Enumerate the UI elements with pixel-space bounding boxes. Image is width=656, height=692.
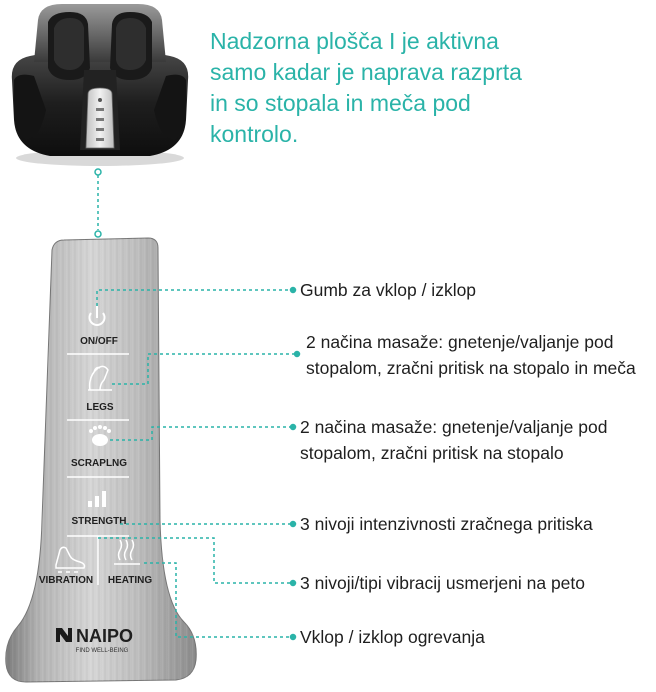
scrapling-label: SCRAPLNG [70, 458, 128, 469]
brand-name: NAIPO [76, 626, 134, 646]
callout-legs-line-1: 2 načina masaže: gnetenje/valjanje pod [306, 332, 614, 352]
callout-feet-line-2: stopalom, zračni pritisk na stopalo [300, 443, 564, 463]
callout-heating-line-1: Vklop / izklop ogrevanja [300, 627, 485, 647]
title-line-1: Nadzorna plošča I je aktivna [210, 28, 499, 54]
onoff-label: ON/OFF [80, 336, 118, 347]
title-line-4: kontrolo. [210, 121, 299, 147]
callout-heating [300, 624, 485, 650]
heating-label: HEATING [107, 575, 153, 586]
callout-vibration-line-1: 3 nivoji/tipi vibracij usmerjeni na peto [300, 573, 585, 593]
callout-feet [300, 414, 607, 466]
callout-power-line-1: Gumb za vklop / izklop [300, 280, 477, 300]
device-panel-connector [95, 169, 101, 237]
vibration-label: VIBRATION [38, 575, 94, 586]
title-line-2: samo kadar je naprava razprta [210, 59, 522, 85]
callout-legs [306, 329, 636, 381]
brand-tagline: FIND WELL-BEING [75, 648, 129, 654]
callout-feet-line-1: 2 načina masaže: gnetenje/valjanje pod [300, 417, 608, 437]
callout-power [300, 277, 476, 303]
massager-device-image [12, 4, 188, 166]
legs-label: LEGS [86, 402, 114, 413]
callout-vibration [300, 570, 585, 596]
strength-label: STRENGTH [71, 516, 127, 527]
callout-legs-line-2: stopalom, zračni pritisk na stopalo in meča [306, 358, 636, 378]
callout-strength [300, 511, 593, 537]
title-line-3: in so stopala in meča pod [210, 90, 471, 116]
callout-strength-line-1: 3 nivoji intenzivnosti zračnega pritiska [300, 514, 593, 534]
